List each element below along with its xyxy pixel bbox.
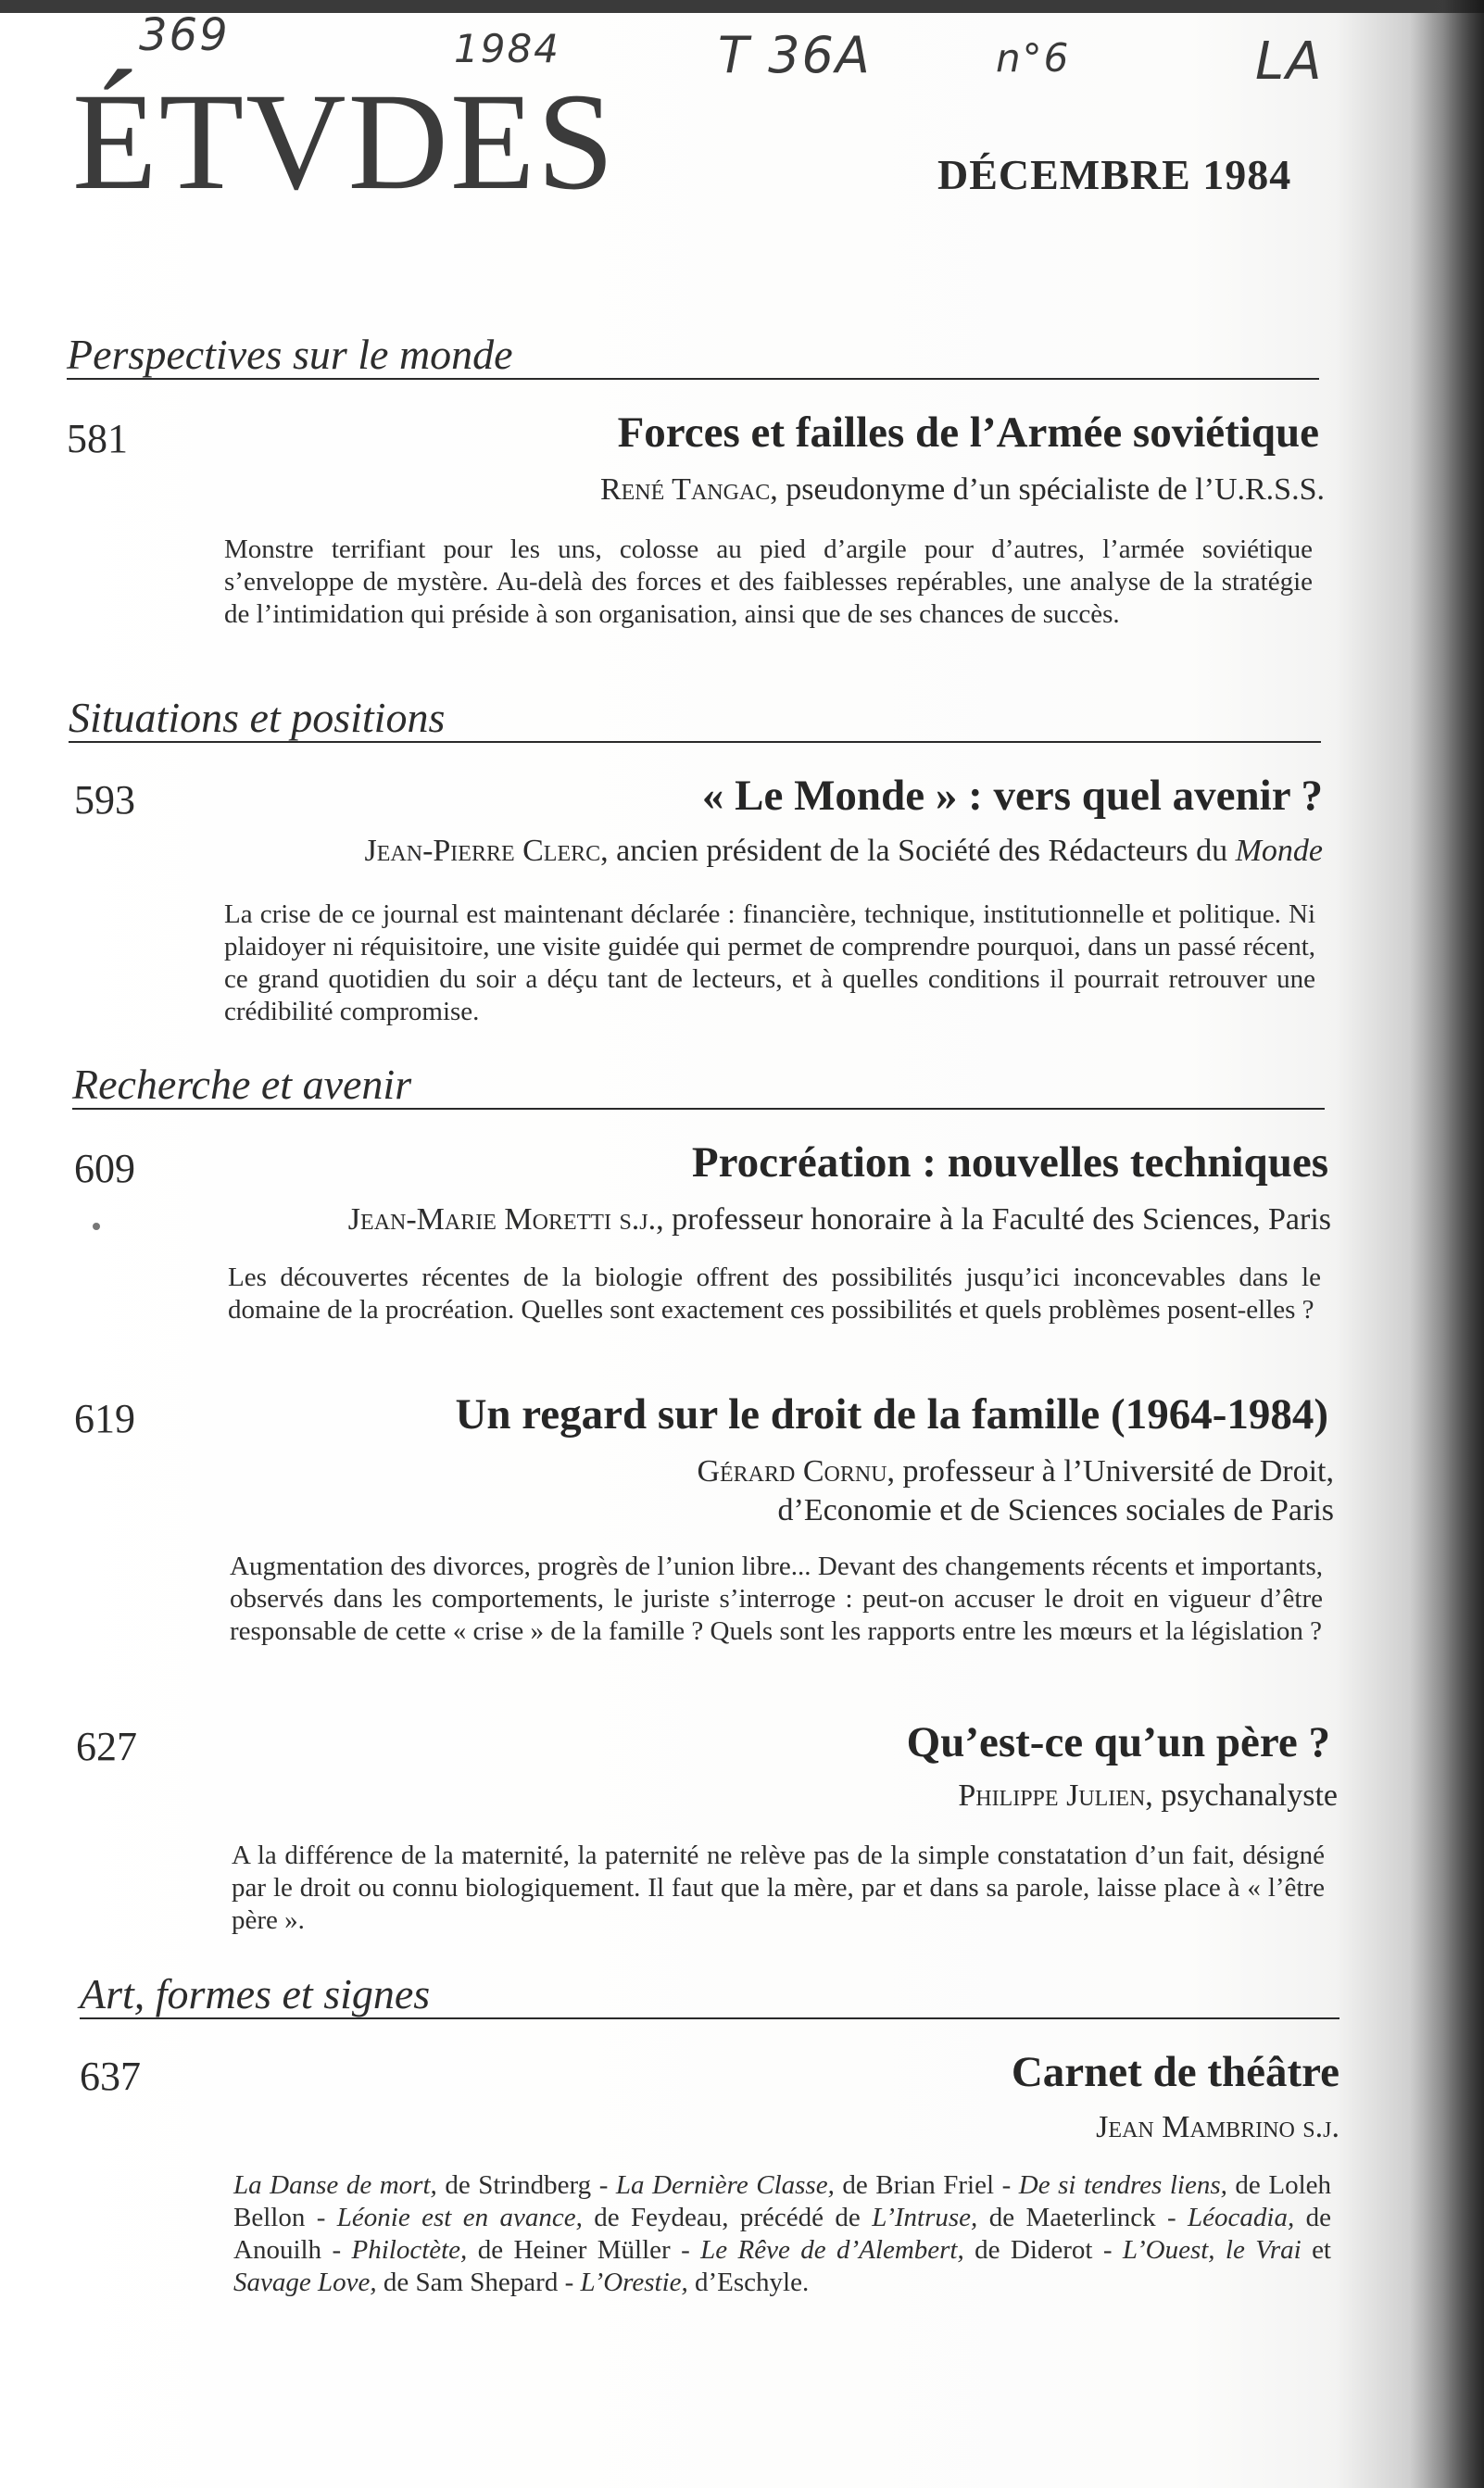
author-name: Philippe Julien bbox=[958, 1778, 1146, 1813]
handwritten-note: T 36A bbox=[718, 26, 872, 84]
play-author: et bbox=[1301, 2235, 1331, 2265]
author-name: Jean-Marie Moretti s.j. bbox=[347, 1202, 657, 1237]
article-abstract: Les découvertes récentes de la biologie offrent des possibilités jusqu’ici inconcevables dans le domaine de la procréation. Quelles sont exactement ces possibilités et quels problèmes posent-elles ? bbox=[228, 1263, 1321, 1325]
scan-speck bbox=[93, 1223, 100, 1230]
issue-date: DÉCEMBRE 1984 bbox=[937, 151, 1292, 198]
article-author bbox=[348, 1202, 1331, 1238]
section-heading: Recherche et avenir bbox=[72, 1063, 1325, 1110]
page-number: 637 bbox=[80, 2054, 141, 2099]
author-description: , professeur honoraire à la Faculté des Sciences, Paris bbox=[656, 1202, 1331, 1237]
handwritten-note: n°6 bbox=[996, 35, 1071, 81]
play-author: de Brian Friel - bbox=[834, 2170, 1019, 2200]
play-author: de Maeterlinck - bbox=[977, 2203, 1188, 2232]
article-title: Forces et failles de l’Armée soviétique bbox=[617, 408, 1319, 457]
author-name: Jean-Pierre Clerc bbox=[364, 834, 601, 868]
article-title: Un regard sur le droit de la famille (1964-1984) bbox=[455, 1390, 1328, 1439]
author-name: René Tangac bbox=[599, 472, 771, 507]
play-author: de Anouilh - bbox=[233, 2203, 1331, 2265]
play-title: Philoctète, bbox=[351, 2235, 468, 2265]
article-author bbox=[697, 1452, 1334, 1530]
article-title: Carnet de théâtre bbox=[1011, 2048, 1339, 2096]
article-title: Procréation : nouvelles techniques bbox=[691, 1138, 1328, 1187]
article-abstract: A la différence de la maternité, la paternité ne relève pas de la simple constatation d’un fait, désigné par le droit ou connu biologiquement. Il faut que la mère, par et dans sa parole, laisse place à « l’être père ». bbox=[232, 1841, 1325, 1935]
play-title: Le Rêve de d’Alembert, bbox=[700, 2235, 964, 2265]
article-author bbox=[600, 472, 1325, 508]
section-heading: Perspectives sur le monde bbox=[67, 333, 1319, 380]
article-title: Qu’est-ce qu’un père ? bbox=[906, 1718, 1330, 1766]
section-heading: Situations et positions bbox=[69, 697, 1321, 743]
author-description-line2: d’Economie et de Sciences sociales de Paris bbox=[777, 1493, 1334, 1527]
play-title: La Danse de mort, bbox=[233, 2170, 437, 2200]
play-title: De si tendres liens, bbox=[1018, 2170, 1227, 2200]
page-number: 581 bbox=[67, 416, 128, 461]
article-title: « Le Monde » : vers quel avenir ? bbox=[701, 772, 1323, 820]
page-number: 627 bbox=[76, 1724, 137, 1769]
article-abstract bbox=[233, 2169, 1331, 2299]
play-title: L’Ouest, le Vrai bbox=[1122, 2235, 1302, 2265]
page-number: 609 bbox=[74, 1146, 135, 1191]
play-author: de Strindberg - bbox=[436, 2170, 616, 2200]
play-title: L’Orestie, bbox=[580, 2268, 688, 2297]
article-author bbox=[365, 834, 1323, 869]
section-heading: Art, formes et signes bbox=[80, 1973, 1339, 2019]
play-author: de Sam Shepard - bbox=[376, 2268, 581, 2297]
masthead: ÉTVDES bbox=[72, 65, 616, 219]
play-title: Léonie est en avance, bbox=[336, 2203, 583, 2232]
play-author: d’Eschyle. bbox=[687, 2268, 810, 2297]
author-description: , professeur à l’Université de Droit, bbox=[887, 1454, 1334, 1489]
play-title: La Dernière Classe, bbox=[615, 2170, 835, 2200]
play-author: de Heiner Müller - bbox=[467, 2235, 701, 2265]
page-number: 619 bbox=[74, 1396, 135, 1441]
handwritten-note: 1984 bbox=[454, 26, 560, 71]
article-abstract: Monstre terrifiant pour les uns, colosse au pied d’argile pour d’autres, l’armée soviétique s’enveloppe de mystère. Au-delà des forces et des faiblesses repérables, une analyse de la stratégie de l’intimidation qui préside à son organisation, ainsi que de ses chances de succès. bbox=[224, 534, 1313, 629]
play-author: de Feydeau, précédé de bbox=[582, 2203, 873, 2232]
book-binding-shadow bbox=[1410, 0, 1484, 2488]
play-author: de Diderot - bbox=[963, 2235, 1123, 2265]
article-abstract: Augmentation des divorces, progrès de l’union libre... Devant des changements récents et importants, observés dans les comportements, le juriste s’interroge : peut-on accuser le droit en vigueur d’être responsable de cette « crise » de la famille ? Quels sont les rapports entre les mœurs et la législation ? bbox=[230, 1552, 1323, 1646]
handwritten-note: LA bbox=[1255, 31, 1324, 92]
author-description: , psychanalyste bbox=[1145, 1778, 1338, 1813]
author-description-italic: Monde bbox=[1235, 834, 1323, 868]
author-description: , ancien président de la Société des Rédacteurs du bbox=[600, 834, 1236, 868]
article-author bbox=[1096, 2110, 1339, 2145]
article-abstract: La crise de ce journal est maintenant déclarée : financière, technique, institutionnelle et politique. Ni plaidoyer ni réquisitoire, une visite guidée qui permet de comprendre pourquoi, dans un passé récent, ce grand quotidien du soir a déçu tant de lecteurs, et à quelles conditions il pourrait retrouver une crédibilité compromise. bbox=[224, 899, 1315, 1026]
play-title: Savage Love, bbox=[233, 2268, 377, 2297]
play-author: de Loleh Bellon - bbox=[233, 2170, 1331, 2232]
author-name: Jean Mambrino s.j. bbox=[1096, 2110, 1339, 2144]
page-number: 593 bbox=[74, 777, 135, 823]
author-description: , pseudonyme d’un spécialiste de l’U.R.S.S. bbox=[770, 472, 1325, 507]
article-author bbox=[958, 1778, 1338, 1814]
play-title: Léocadia, bbox=[1188, 2203, 1295, 2232]
author-name: Gérard Cornu bbox=[697, 1454, 887, 1489]
play-title: L’Intruse, bbox=[872, 2203, 978, 2232]
handwritten-note: 369 bbox=[139, 9, 230, 61]
